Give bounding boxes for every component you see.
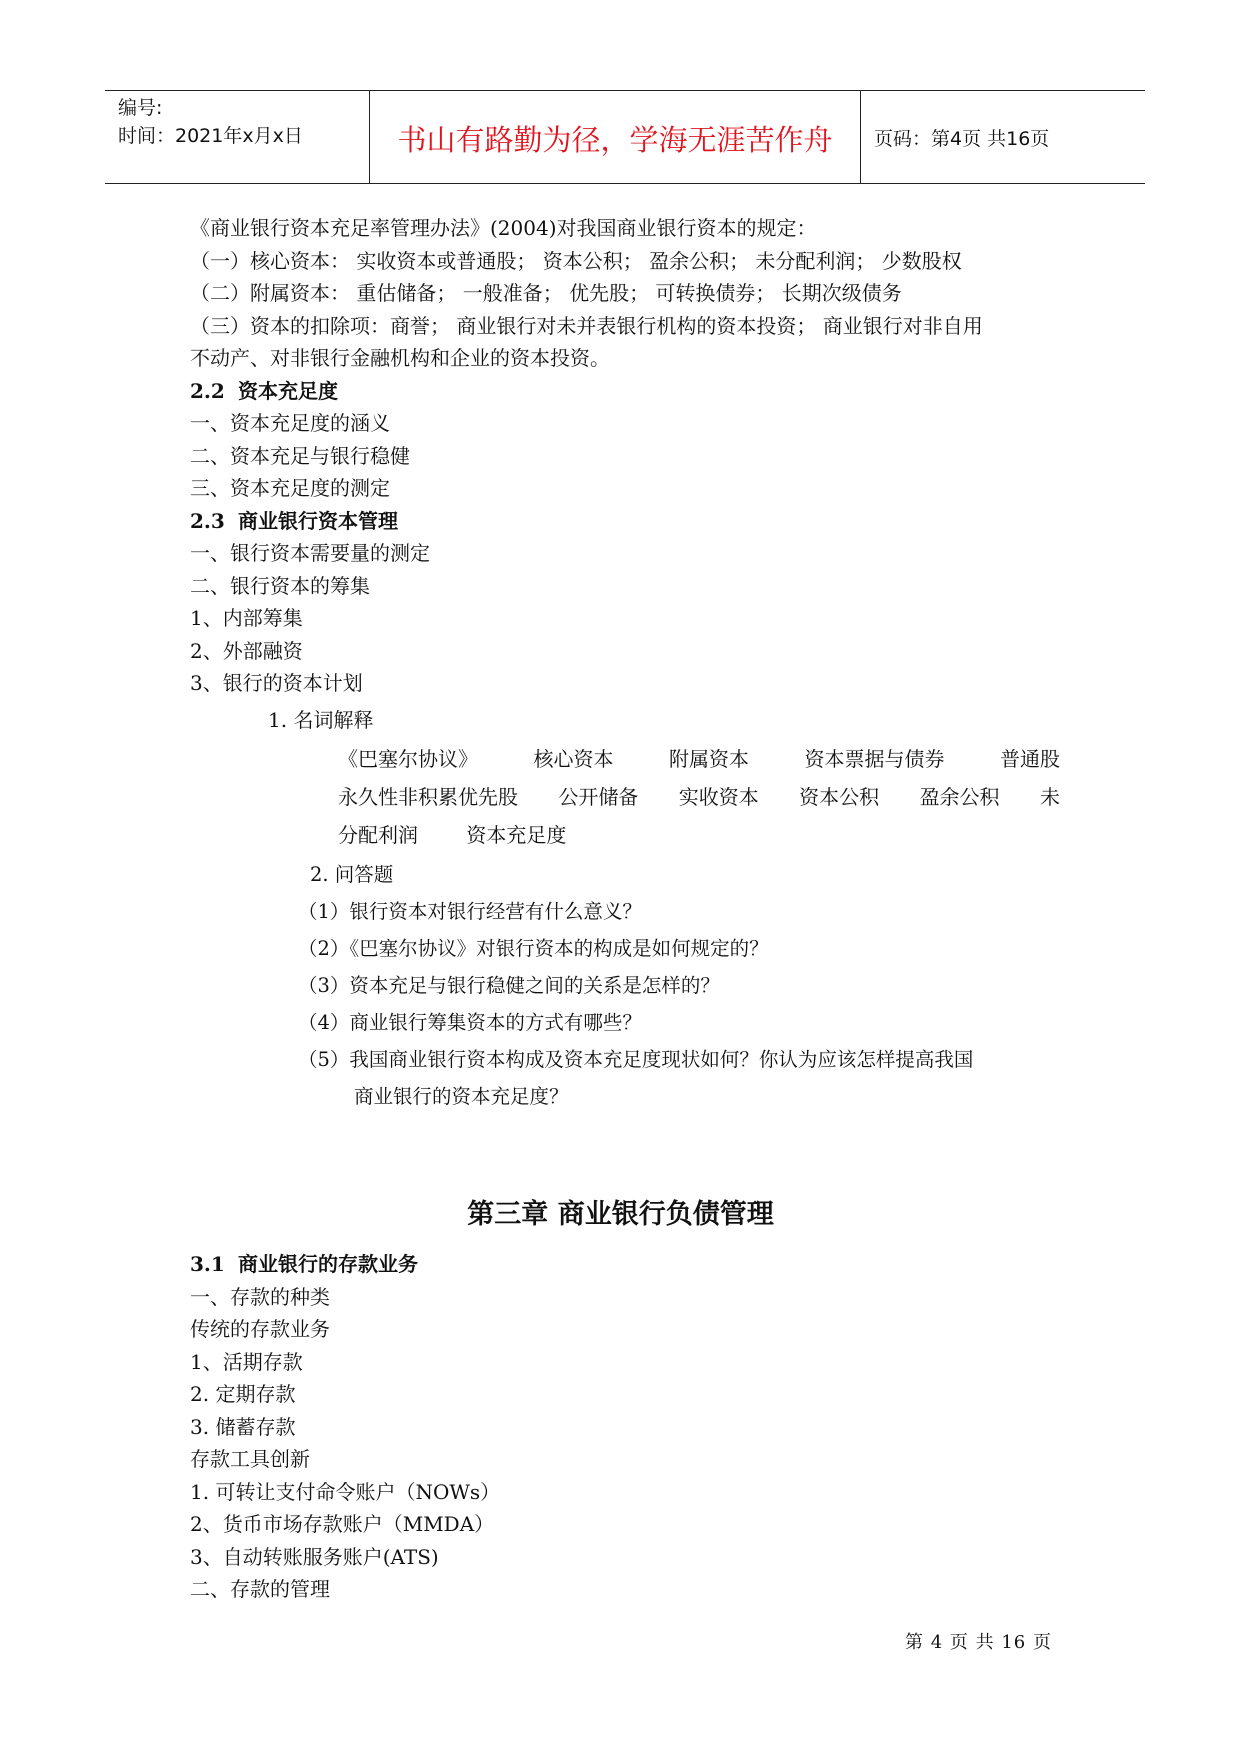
list-item: 三、资本充足度的测定 <box>190 476 390 500</box>
question-1: （1）银行资本对银行经营有什么意义？ <box>298 900 642 923</box>
term: 核心资本 <box>533 747 614 771</box>
question-2: （2）《巴塞尔协议》对银行资本的构成是如何规定的？ <box>298 937 769 960</box>
terms-line <box>338 816 1060 854</box>
term: 分配利润 <box>338 823 418 847</box>
terms-line <box>338 740 1060 778</box>
section-number: 2.3 <box>190 508 225 533</box>
list-item: 二、存款的管理 <box>190 1577 330 1601</box>
question-5: （5）我国商业银行资本构成及资本充足度现状如何？你认为应该怎样提高我国 <box>298 1048 974 1071</box>
header-top-rule <box>105 90 1145 91</box>
list-item: 1. 可转让支付命令账户（NOWs） <box>190 1479 501 1504</box>
terms-heading: 1. 名词解释 <box>268 708 374 732</box>
list-item: 一、资本充足度的涵义 <box>190 411 390 435</box>
qa-heading: 2. 问答题 <box>310 863 394 886</box>
term: 附属资本 <box>669 747 749 771</box>
term: 未 <box>1039 785 1060 809</box>
term: 资本充足度 <box>466 823 567 847</box>
terms-block <box>338 740 1060 854</box>
list-item: 3. 储蓄存款 <box>190 1414 296 1439</box>
question-5-continued: 商业银行的资本充足度？ <box>354 1085 569 1108</box>
list-item: 二、资本充足与银行稳健 <box>190 443 410 468</box>
list-item: 一、银行资本需要量的测定 <box>190 541 430 565</box>
list-item: 2、外部融资 <box>190 638 303 663</box>
header-meta <box>118 94 303 150</box>
header-number-label: 编号: <box>118 97 163 119</box>
header-bottom-rule <box>105 183 1145 184</box>
list-item: 一、存款的种类 <box>190 1284 330 1309</box>
list-item: 传统的存款业务 <box>190 1317 330 1341</box>
terms-line <box>338 778 1060 816</box>
section-number: 3.1 <box>190 1252 225 1276</box>
header-time-label: 时间：2021年x月x日 <box>118 125 303 147</box>
chapter-title: 第三章 商业银行负债管理 <box>467 1199 774 1230</box>
term: 盈余公积 <box>919 785 1000 809</box>
term: 资本公积 <box>799 785 880 809</box>
list-item: 3、银行的资本计划 <box>190 671 363 695</box>
term: 资本票据与债券 <box>804 747 945 771</box>
list-item: 1、活期存款 <box>190 1349 303 1374</box>
list-item: 1、内部筹集 <box>190 606 303 630</box>
header-motto: 书山有路勤为径，学海无涯苦作舟 <box>397 123 833 157</box>
list-item: 2、货币市场存款账户（MMDA） <box>190 1512 495 1536</box>
section-title: 商业银行的存款业务 <box>238 1252 418 1276</box>
term: 实收资本 <box>678 785 759 809</box>
list-item: 二、银行资本的筹集 <box>190 573 370 598</box>
term: 《巴塞尔协议》 <box>338 747 478 771</box>
list-item: 存款工具创新 <box>190 1447 310 1471</box>
core-capital-line: （一）核心资本： 实收资本或普通股； 资本公积； 盈余公积； 未分配利润； 少数股权 <box>190 248 962 273</box>
chapter-body <box>190 1248 1060 1606</box>
term: 永久性非积累优先股 <box>338 785 518 809</box>
section-2-3-heading <box>190 505 1060 538</box>
footer-page-number: 第 4 页 共 16 页 <box>905 1632 1052 1653</box>
document-body <box>190 212 1060 700</box>
deductions-line-2: 不动产、对非银行金融机构和企业的资本投资。 <box>190 346 610 370</box>
section-3-1-heading <box>190 1248 1060 1281</box>
term: 普通股 <box>1000 747 1060 771</box>
list-item: 2. 定期存款 <box>190 1382 296 1406</box>
question-3: （3）资本充足与银行稳健之间的关系是怎样的？ <box>298 974 720 997</box>
term: 公开储备 <box>558 785 639 809</box>
section-number: 2.2 <box>190 378 225 403</box>
capital-rules-intro: 《商业银行资本充足率管理办法》(2004)对我国商业银行资本的规定： <box>190 216 817 240</box>
section-2-2-heading <box>190 375 1060 408</box>
header-page-label: 页码：第4页 共16页 <box>874 128 1050 150</box>
list-item: 3、自动转账服务账户(ATS) <box>190 1544 439 1569</box>
header-divider-right <box>860 90 861 184</box>
question-4: （4）商业银行筹集资本的方式有哪些？ <box>298 1011 642 1034</box>
supplementary-capital-line: （二）附属资本： 重估储备； 一般准备； 优先股； 可转换债券； 长期次级债务 <box>190 281 902 305</box>
section-title: 商业银行资本管理 <box>238 508 398 533</box>
deductions-line-1: （三）资本的扣除项：商誉； 商业银行对未并表银行机构的资本投资； 商业银行对非自用 <box>190 313 983 338</box>
section-title: 资本充足度 <box>238 378 338 403</box>
